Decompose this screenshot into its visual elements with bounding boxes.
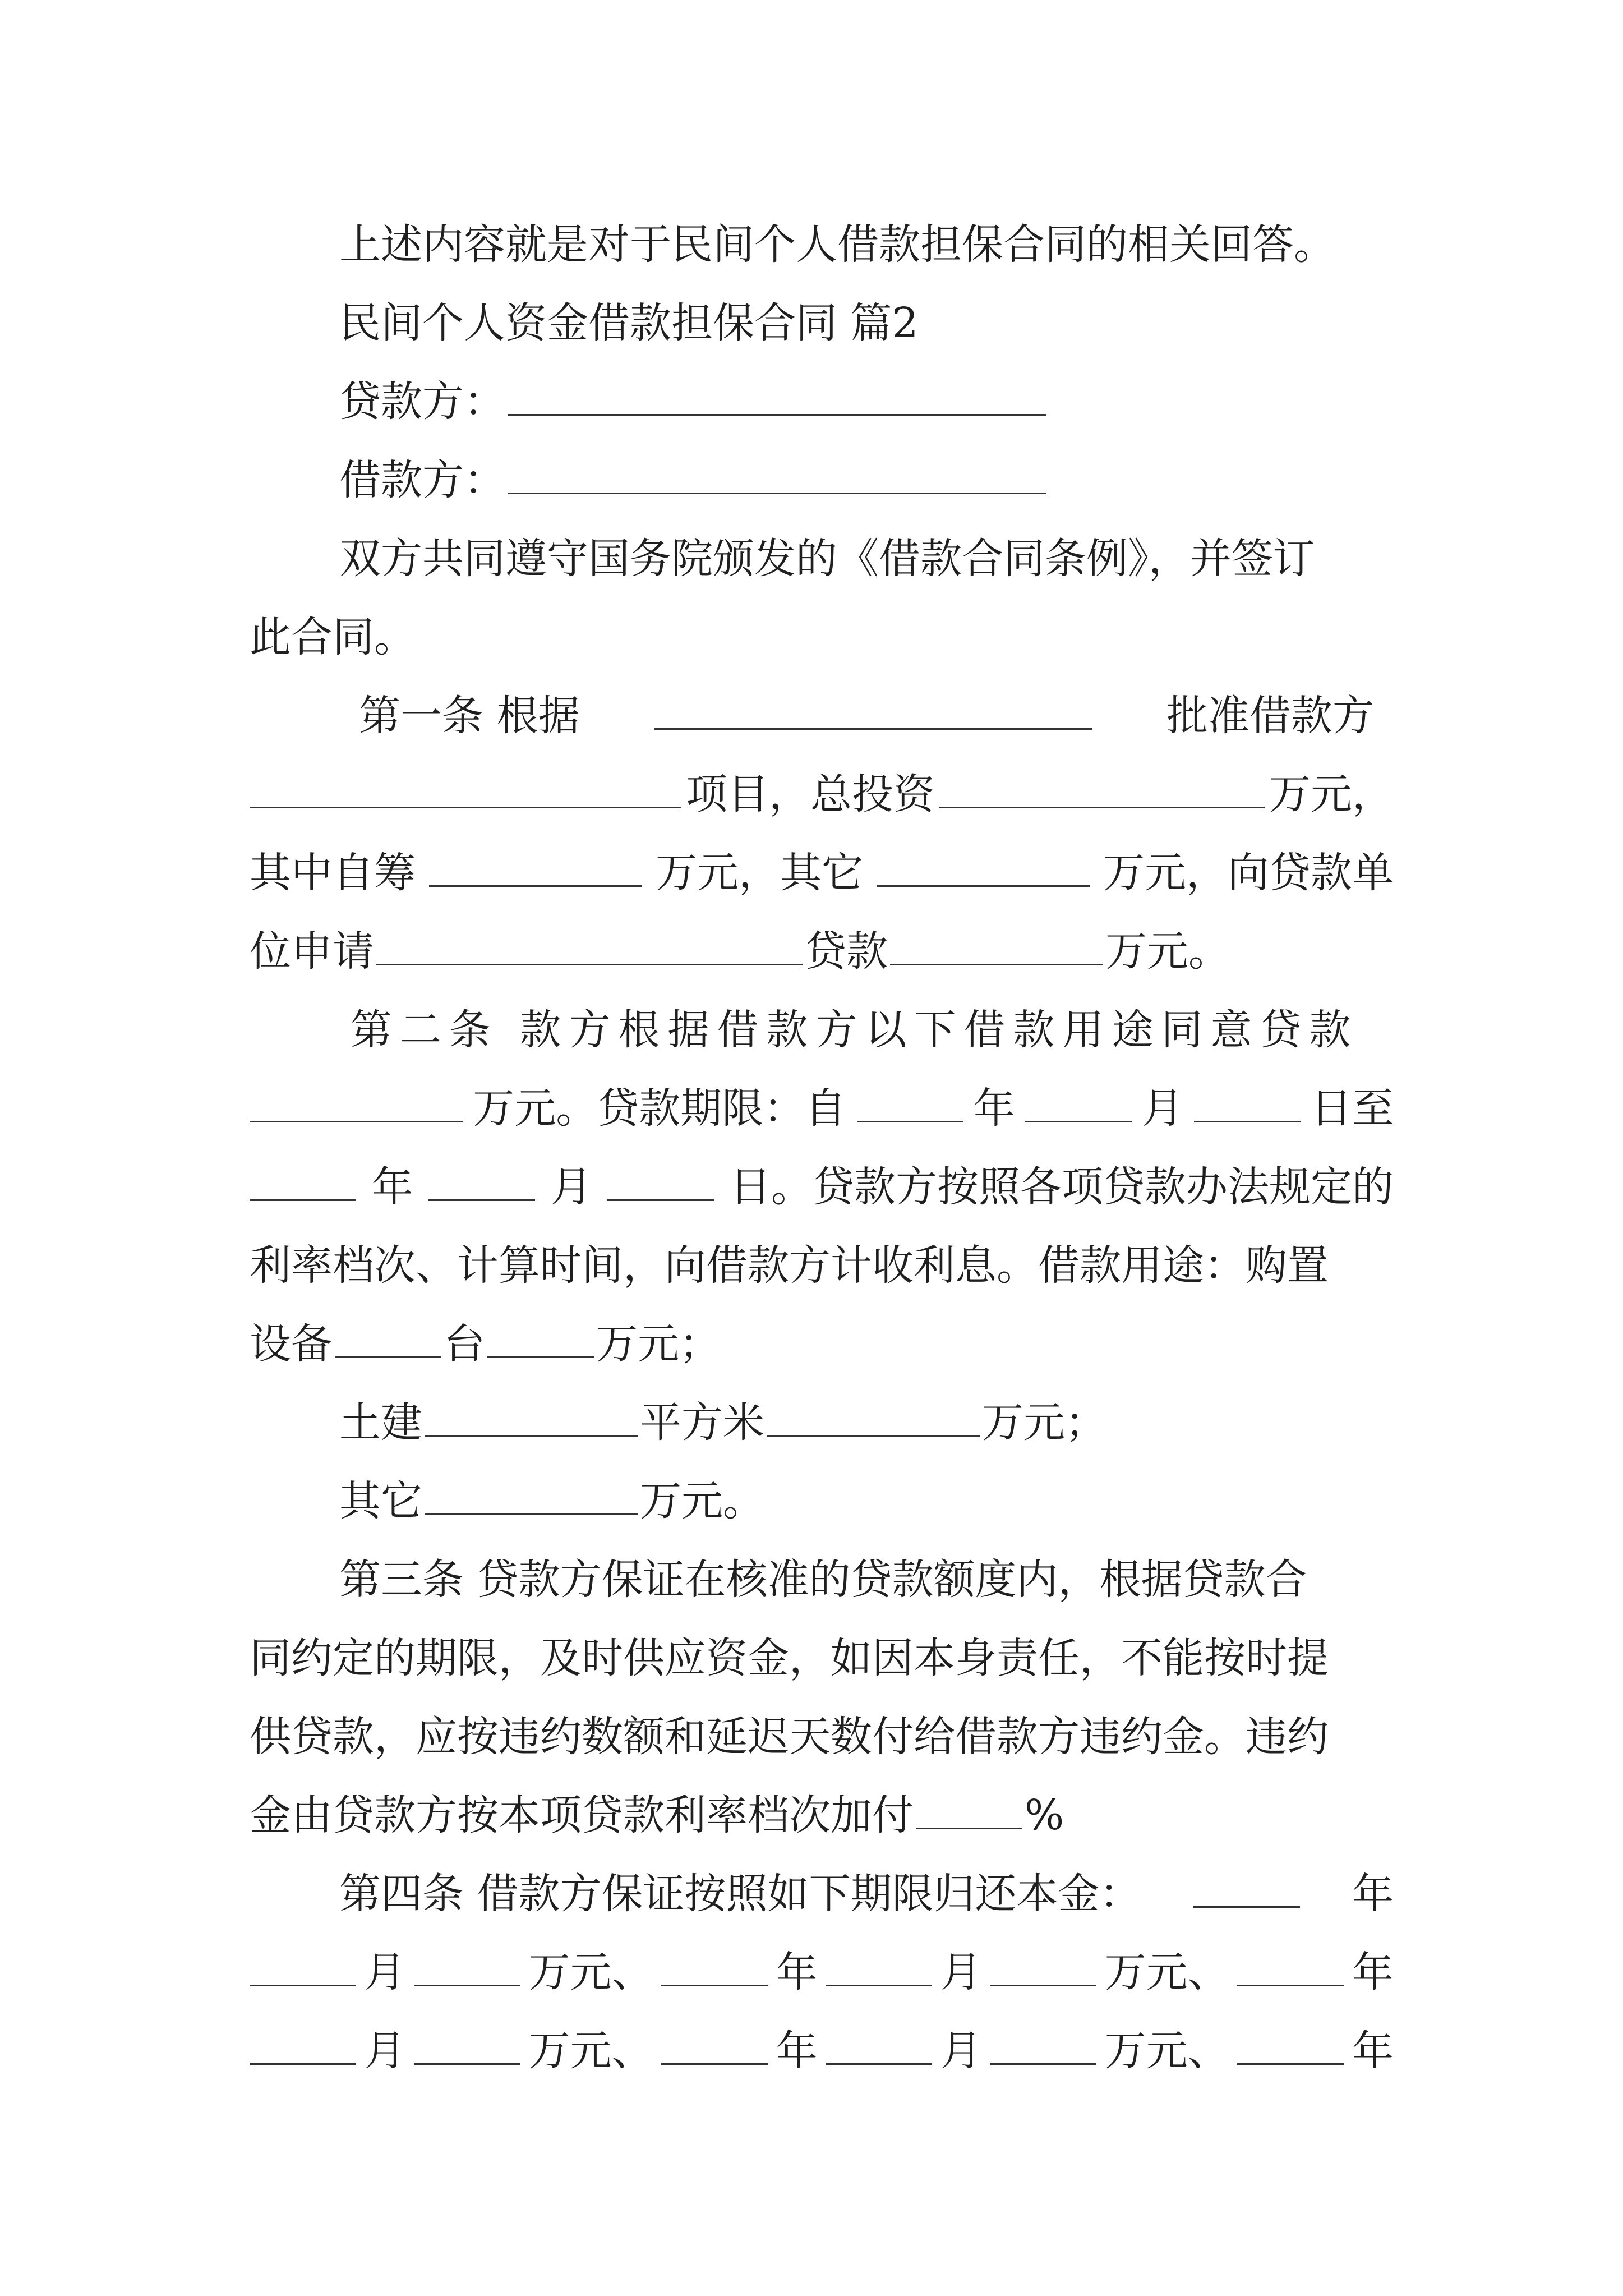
article-2-line-7 [339,1462,1394,1540]
contract-title-text: 民间个人资金借款担保合同 篇2 [339,299,919,347]
year-label: 年 [1352,1948,1394,1996]
year-label: 年 [1352,1870,1394,1918]
article-3-line-2 [250,1619,1394,1697]
article-3-text-4: 金由贷款方按本项贷款利率档次加付 [250,1791,914,1839]
article-3-line-1 [339,1540,1394,1619]
article-1-text-h: 位申请 [250,927,374,976]
article-1-text-j: 万元。 [1105,927,1230,976]
summary-paragraph [339,205,1394,284]
article-2-text-l: 万元。 [640,1477,764,1525]
repay-year-blank [1237,2019,1344,2065]
article-2-text-i: 平方米 [640,1398,764,1447]
repay-month-blank [250,2019,356,2065]
wan-separator: 万元、 [1104,2027,1229,2075]
preamble-line-1 [339,519,1394,598]
end-year-blank [250,1156,356,1201]
construction-amount-blank [767,1391,980,1437]
loan-type-blank [376,920,803,965]
end-day-blank [607,1156,714,1201]
other-funds-blank [877,841,1090,887]
wan-separator: 万元、 [1104,1948,1229,1996]
article-1-text-f: 万元，其它 [656,849,863,897]
article-2-line-5 [250,1305,1394,1383]
article-2-text-d: 利率档次、计算时间，向借款方计收利息。借款用途：购置 [250,1241,1329,1290]
repay-month-blank [250,1941,356,1986]
month-label: 月 [940,2027,982,2075]
article-2-text-j: 万元； [982,1398,1106,1447]
borrower-blank [508,449,1046,494]
month-label: 月 [1142,1084,1184,1133]
day-to-label: 日至 [1310,1084,1394,1133]
repay-year-blank [661,1941,768,1986]
article-2-line-6 [339,1383,1394,1462]
year-label: 年 [776,2027,818,2075]
preamble-text-2: 此合同。 [250,613,416,661]
lender-blank [508,370,1046,416]
construction-area-blank [425,1391,638,1437]
article-1-line-4 [250,912,1394,991]
article-2-text-e: 设备 [250,1320,333,1368]
project-name-blank [250,763,681,808]
article-3-text-1: 第三条 贷款方保证在核准的贷款额度内，根据贷款合 [339,1556,1307,1604]
repay-amount-blank [990,2019,1096,2065]
article-2-text-h: 土建 [339,1398,422,1447]
article-4-line-3 [250,2012,1394,2090]
year-label: 年 [973,1084,1015,1133]
article-1-text-c: 项目，总投资 [686,770,935,818]
total-investment-blank [939,763,1265,808]
article-2-line-2 [250,1069,1394,1148]
wan-separator: 万元、 [528,2027,653,2075]
lender-line [339,362,1394,441]
end-month-blank [428,1156,535,1201]
repay-year-blank [661,2019,768,2065]
repay-amount-blank [414,2019,520,2065]
start-year-blank [857,1077,963,1122]
article-3-text-3: 供贷款，应按违约数额和延迟天数付给借款方违约金。违约 [250,1713,1329,1761]
year-label: 年 [1352,2027,1394,2075]
article-4-line-1 [339,1855,1394,1933]
article-1-text-d: 万元， [1269,770,1394,818]
contract-title [339,284,1394,362]
approval-authority-blank [654,684,1092,730]
self-raised-blank [429,841,642,887]
article-2-text-k: 其它 [339,1477,422,1525]
article-1-line-2 [250,755,1394,834]
article-1-text-g: 万元，向贷款单 [1103,849,1394,897]
loan-amount-blank [890,920,1103,965]
equipment-amount-blank [487,1313,594,1358]
equipment-count-blank [335,1313,441,1358]
article-4-line-2 [250,1933,1394,2012]
article-2-heading: 第二条 款方根据借款方以下借款用途同意贷款 [351,1006,1359,1054]
article-1-line-3 [250,834,1394,912]
article-2-line-4 [250,1226,1394,1305]
repay-year-blank [1237,1941,1344,1986]
repay-amount-blank [414,1941,520,1986]
article-1-text-b: 批准借款方 [1166,692,1374,740]
article-2-line-3 [250,1148,1394,1226]
repay-amount-blank [990,1941,1096,1986]
article-2-text-g: 万元； [596,1320,721,1368]
article-1-line-1 [359,677,1374,755]
article-1-heading: 第一条 根据 [359,692,580,740]
preamble-line-2 [250,598,1394,677]
repay-month-blank [826,2019,932,2065]
summary-text: 上述内容就是对于民间个人借款担保合同的相关回答。 [339,220,1335,269]
penalty-rate-blank [916,1784,1022,1829]
month-label: 月 [940,1948,982,1996]
article-1-text-e: 其中自筹 [250,849,416,897]
article-2-line-1 [351,991,1394,1069]
year-label: 年 [371,1163,413,1211]
other-amount-blank [425,1470,638,1515]
article-3-line-3 [250,1697,1394,1776]
month-label: 月 [550,1163,592,1211]
article-3-text-2: 同约定的期限，及时供应资金，如因本身责任，不能按时提 [250,1634,1329,1682]
article-3-line-4 [250,1776,1394,1855]
lender-label: 贷款方： [339,378,505,426]
article-4-text-a: 第四条 借款方保证按照如下期限归还本金： [339,1870,1141,1918]
month-label: 月 [364,1948,406,1996]
year-label: 年 [776,1948,818,1996]
borrower-label: 借款方： [339,456,505,504]
wan-separator: 万元、 [528,1948,653,1996]
percent-sign: % [1025,1791,1064,1839]
article-2-text-f: 台 [444,1320,485,1368]
start-day-blank [1194,1077,1301,1122]
start-month-blank [1025,1077,1132,1122]
article-2-text-c: 日。贷款方按照各项贷款办法规定的 [729,1163,1394,1211]
article-1-text-i: 贷款 [805,927,888,976]
article-2-text-b: 万元。贷款期限：自 [473,1084,847,1133]
month-label: 月 [364,2027,406,2075]
preamble-text-1: 双方共同遵守国务院颁发的《借款合同条例》，并签订 [339,535,1315,583]
borrower-line [339,441,1394,519]
repay-year-blank [1193,1862,1300,1908]
repay-month-blank [826,1941,932,1986]
agreed-amount-blank [250,1077,463,1122]
